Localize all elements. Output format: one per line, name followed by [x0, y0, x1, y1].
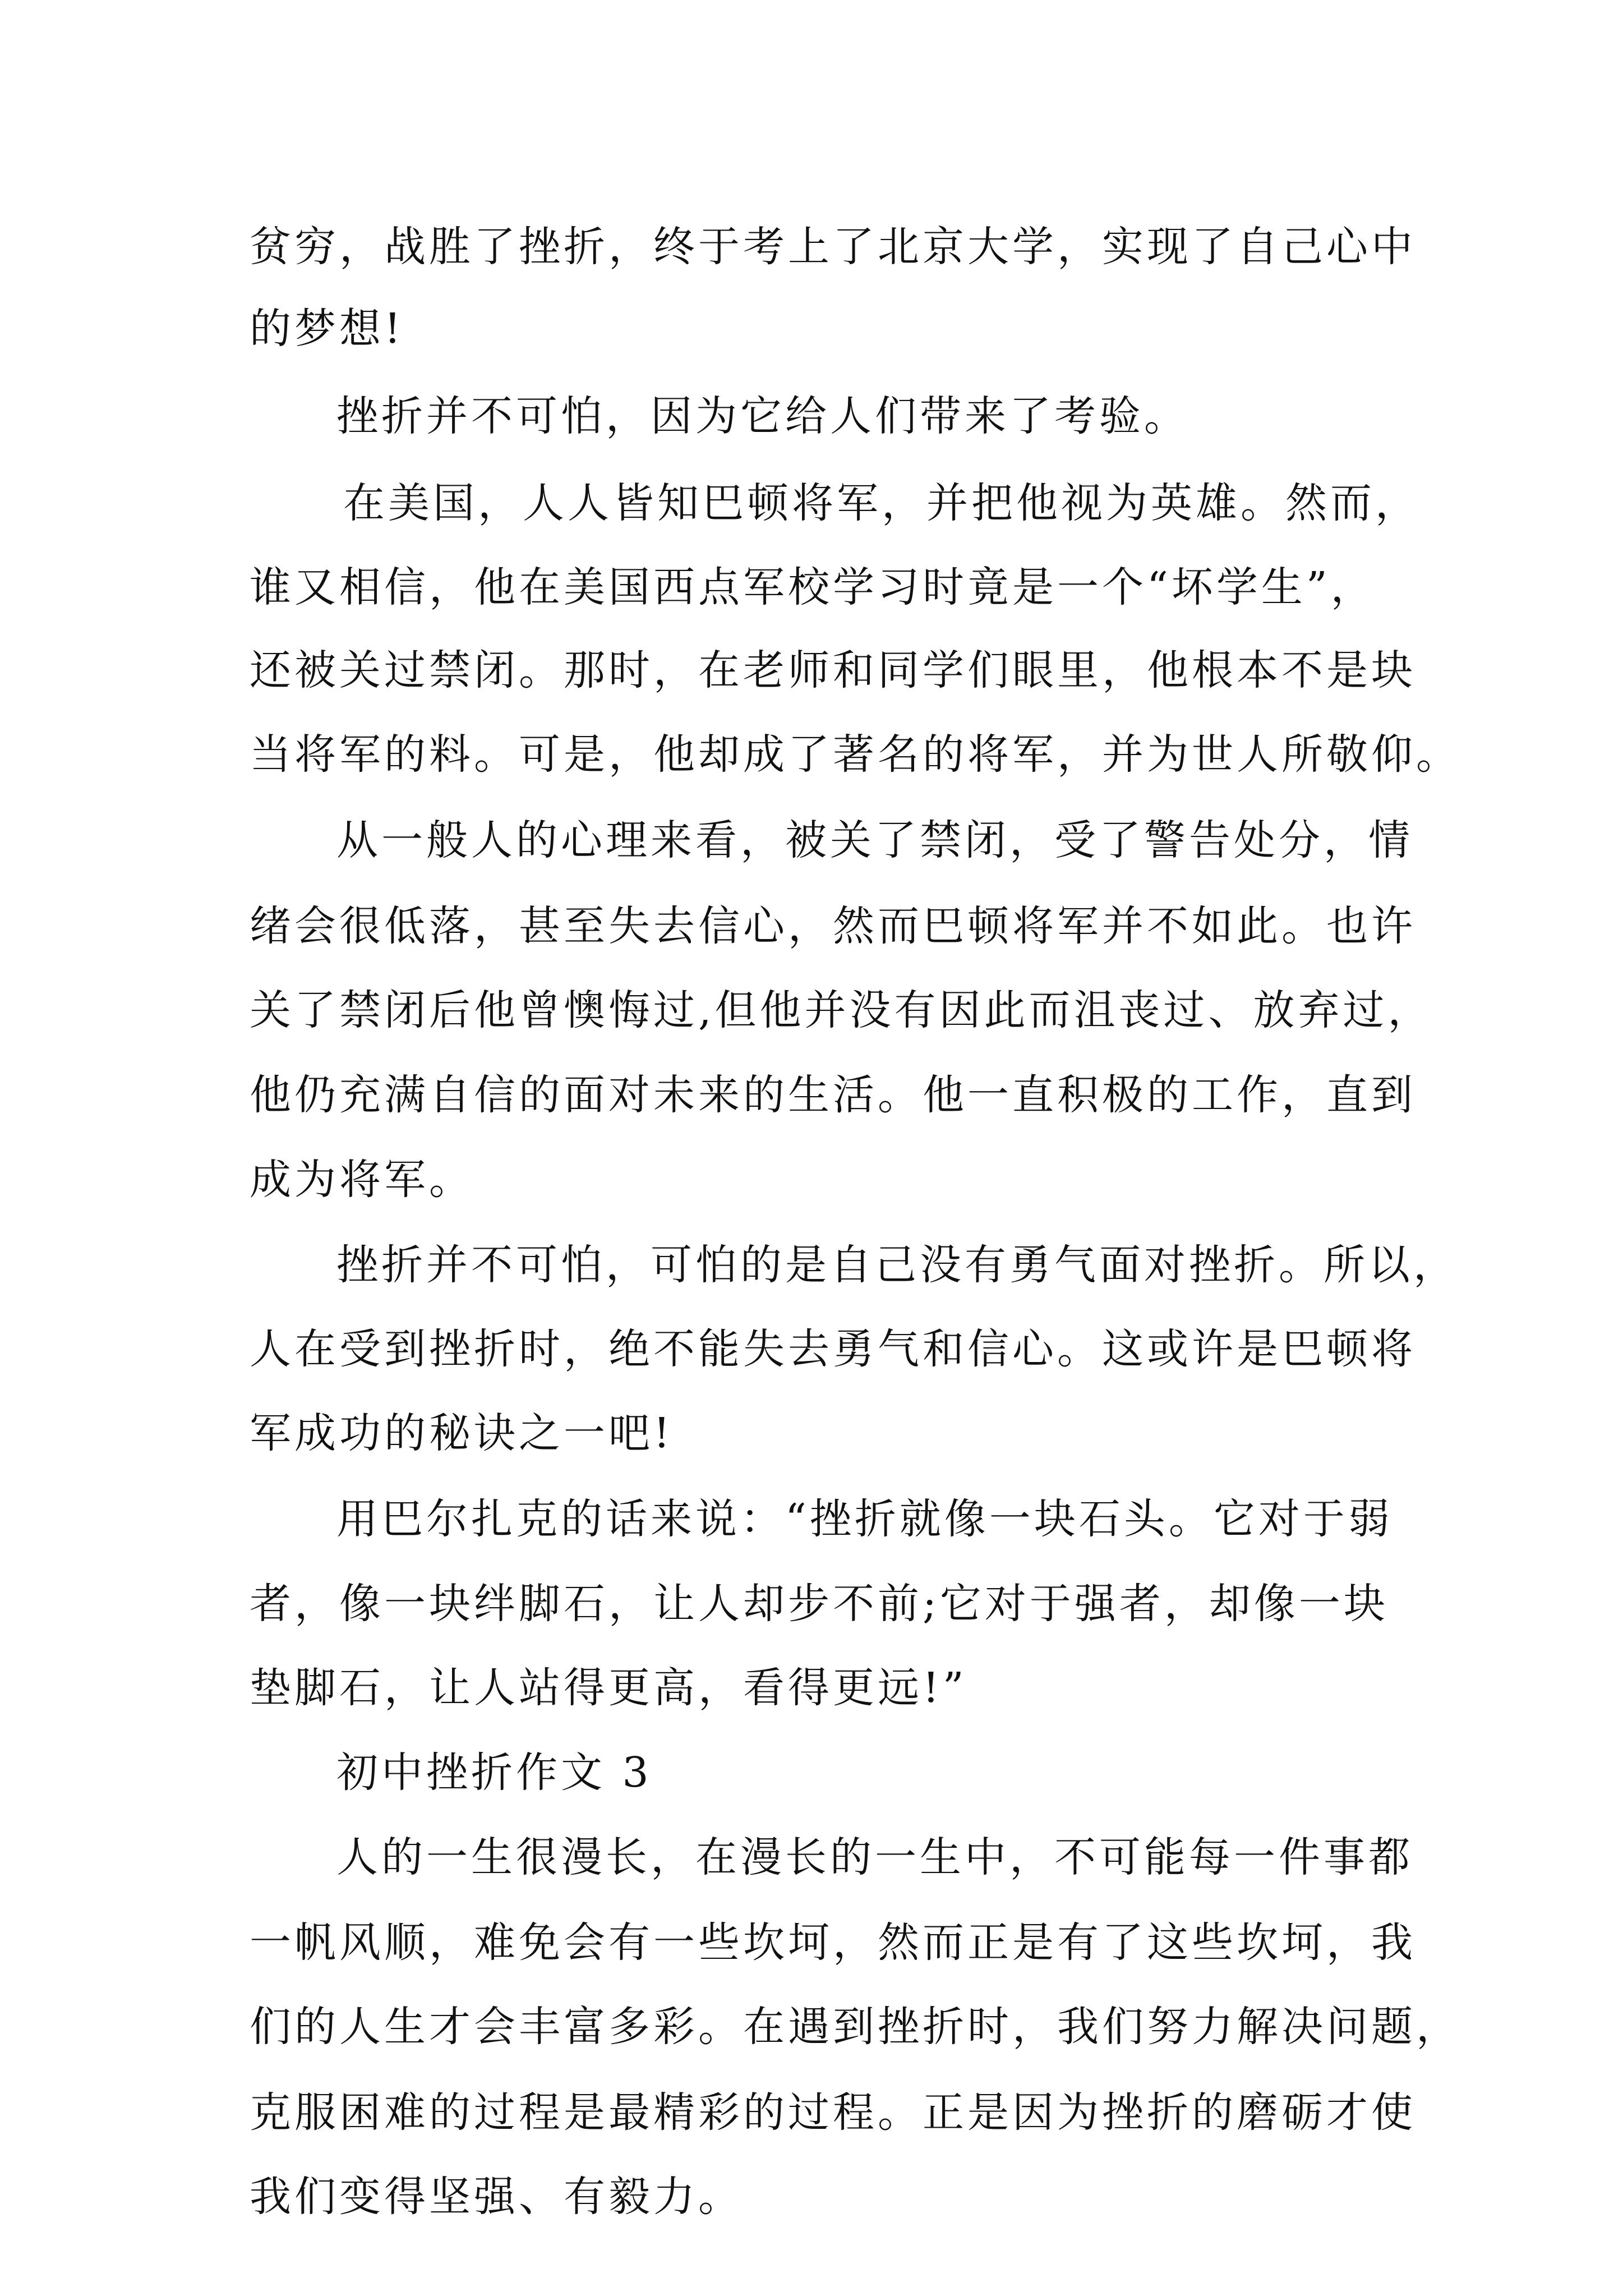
- text-line-14: 人在受到挫折时，绝不能失去勇气和信心。这或许是巴顿将: [250, 1325, 1416, 1373]
- paragraph-line-4: 在美国，人人皆知巴顿将军，并把他视为英雄。然而，: [343, 479, 1420, 527]
- paragraph-line-3: 挫折并不可怕，因为它给人们带来了考验。: [336, 392, 1189, 440]
- text-line-21: 一帆风顺，难免会有一些坎坷，然而正是有了这些坎坷，我: [250, 1918, 1416, 1967]
- text-line-7: 当将军的料。可是，他却成了著名的将军，并为世人所敬仰。: [250, 730, 1461, 779]
- section-heading: 初中挫折作文 3: [336, 1749, 652, 1797]
- text-line-17: 者，像一块绊脚石，让人却步不前;它对于强者，却像一块: [250, 1580, 1389, 1628]
- text-line-10: 关了禁闭后他曾懊悔过,但他并没有因此而沮丧过、放弃过，: [250, 986, 1433, 1034]
- text-line-24: 我们变得坚强、有毅力。: [250, 2173, 743, 2221]
- text-line-9: 绪会很低落，甚至失去信心，然而巴顿将军并不如此。也许: [250, 902, 1416, 950]
- text-line-2: 的梦想!: [250, 305, 404, 353]
- text-line-15: 军成功的秘诀之一吧!: [250, 1409, 674, 1457]
- paragraph-line-13: 挫折并不可怕，可怕的是自己没有勇气面对挫折。所以，: [336, 1241, 1458, 1289]
- text-line-1: 贫穷，战胜了挫折，终于考上了北京大学，实现了自己心中: [250, 223, 1416, 271]
- paragraph-line-16: 用巴尔扎克的话来说：“挫折就像一块石头。它对于弱: [336, 1495, 1393, 1543]
- text-line-12: 成为将军。: [250, 1156, 474, 1204]
- text-line-11: 他仍充满自信的面对未来的生活。他一直积极的工作，直到: [250, 1071, 1416, 1119]
- paragraph-line-20: 人的一生很漫长，在漫长的一生中，不可能每一件事都: [336, 1833, 1413, 1881]
- text-line-22: 们的人生才会丰富多彩。在遇到挫折时，我们努力解决问题，: [250, 2003, 1461, 2051]
- text-line-6: 还被关过禁闭。那时，在老师和同学们眼里，他根本不是块: [250, 646, 1416, 694]
- text-line-18: 垫脚石，让人站得更高，看得更远!”: [250, 1664, 967, 1712]
- text-line-23: 克服困难的过程是最精彩的过程。正是因为挫折的磨砺才使: [250, 2088, 1416, 2137]
- text-line-5: 谁又相信，他在美国西点军校学习时竟是一个“坏学生”，: [250, 563, 1376, 611]
- paragraph-line-8: 从一般人的心理来看，被关了禁闭，受了警告处分，情: [336, 816, 1413, 864]
